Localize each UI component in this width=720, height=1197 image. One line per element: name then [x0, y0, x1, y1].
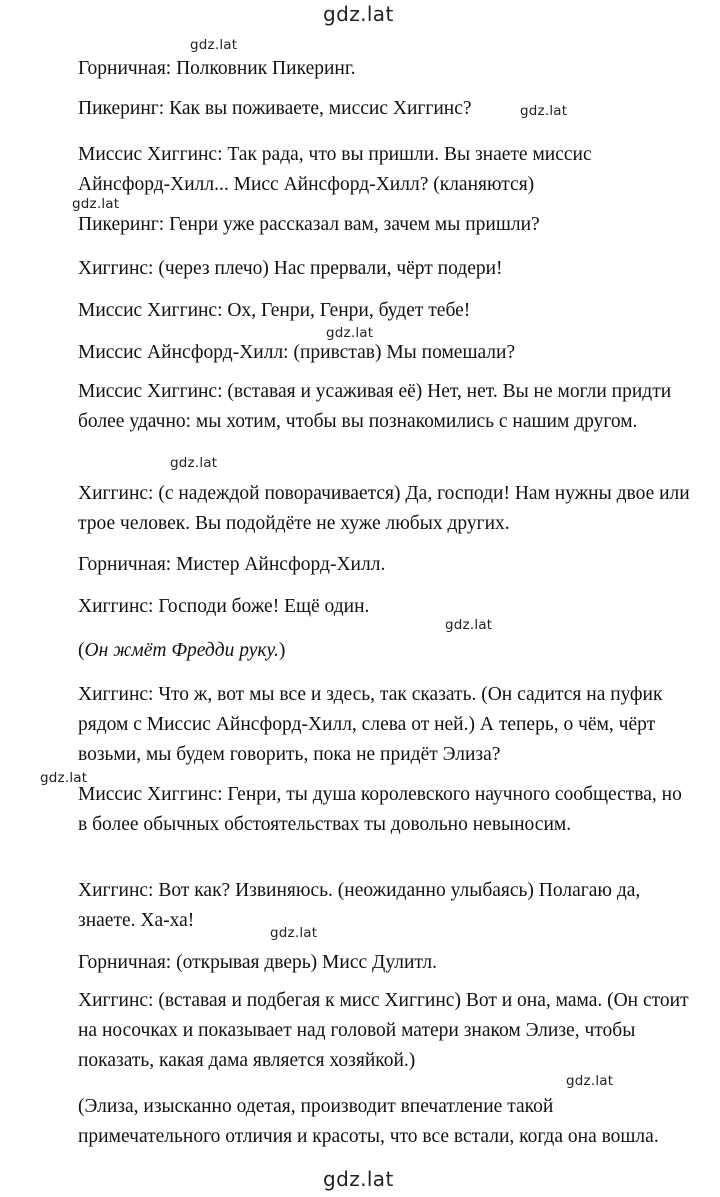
stage-italic: Он жмёт Фредди руку. — [84, 640, 279, 661]
watermark: gdz.lat — [520, 103, 568, 119]
paragraph: Хиггинс: (с надеждой поворачивается) Да, господи! Нам нужны двое или трое человек. Вы подойдёте не хуже любых других. — [78, 483, 690, 534]
stage-direction — [78, 636, 688, 666]
paragraph: Пикеринг: Генри уже рассказал вам, зачем мы пришли? — [78, 214, 540, 235]
paragraph: Горничная: Полковник Пикеринг. — [78, 58, 356, 79]
paragraph: Хиггинс: Что ж, вот мы все и здесь, так сказать. (Он садится на пуфик рядом с Миссис Айнсфорд-Хилл, слева от ней.) А теперь, о чём, чёрт возьми, мы будем говорить, пока не придёт Элиза? — [78, 684, 663, 765]
watermark: gdz.lat — [326, 325, 374, 341]
paragraph: Миссис Хиггинс: Генри, ты душа королевского научного сообщества, но в более обычных обстоятельствах ты довольно невыносим. — [78, 784, 682, 835]
watermark: gdz.lat — [72, 196, 120, 212]
paragraph: Хиггинс: Господи боже! Ещё один. — [78, 596, 370, 617]
watermark: gdz.lat — [40, 770, 88, 786]
watermark-bottom: gdz.lat — [323, 1167, 394, 1191]
stage-open: ( — [78, 640, 85, 661]
stage-close: ) — [278, 640, 286, 661]
paragraph: Пикеринг: Как вы поживаете, миссис Хиггинс? — [78, 98, 472, 119]
watermark: gdz.lat — [170, 455, 218, 471]
paragraph: Горничная: (открывая дверь) Мисс Дулитл. — [78, 952, 438, 973]
paragraph: Горничная: Мистер Айнсфорд-Хилл. — [78, 554, 386, 575]
paragraph: Хиггинс: (вставая и подбегая к мисс Хиггинс) Вот и она, мама. (Он стоит на носочках и показывает над головой матери знаком Элизе, чтобы показать, какая дама является хозяйкой.) — [78, 990, 689, 1071]
watermark: gdz.lat — [270, 925, 318, 941]
paragraph: Хиггинс: (через плечо) Нас прервали, чёрт подери! — [78, 258, 503, 279]
paragraph: Миссис Хиггинс: Ох, Генри, Генри, будет тебе! — [78, 300, 471, 321]
paragraph: Хиггинс: Вот как? Извиняюсь. (неожиданно улыбаясь) Полагаю да, знаете. Ха-ха! — [78, 880, 641, 931]
watermark: gdz.lat — [190, 37, 238, 53]
paragraph: (Элиза, изысканно одетая, производит впечатление такой примечательного отличия и красоты, что все встали, когда она вошла. — [78, 1096, 659, 1147]
watermark: gdz.lat — [445, 617, 493, 633]
paragraph: Миссис Хиггинс: Так рада, что вы пришли. Вы знаете миссис Айнсфорд-Хилл... Мисс Айнсфорд-Хилл? (кланяются) — [78, 144, 592, 195]
watermark: gdz.lat — [566, 1073, 614, 1089]
watermark-top: gdz.lat — [323, 2, 394, 26]
paragraph: Миссис Айнсфорд-Хилл: (привстав) Мы помешали? — [78, 342, 516, 363]
paragraph: Миссис Хиггинс: (вставая и усаживая её) Нет, нет. Вы не могли придти более удачно: мы хотим, чтобы вы познакомились с нашим другом. — [78, 381, 672, 432]
